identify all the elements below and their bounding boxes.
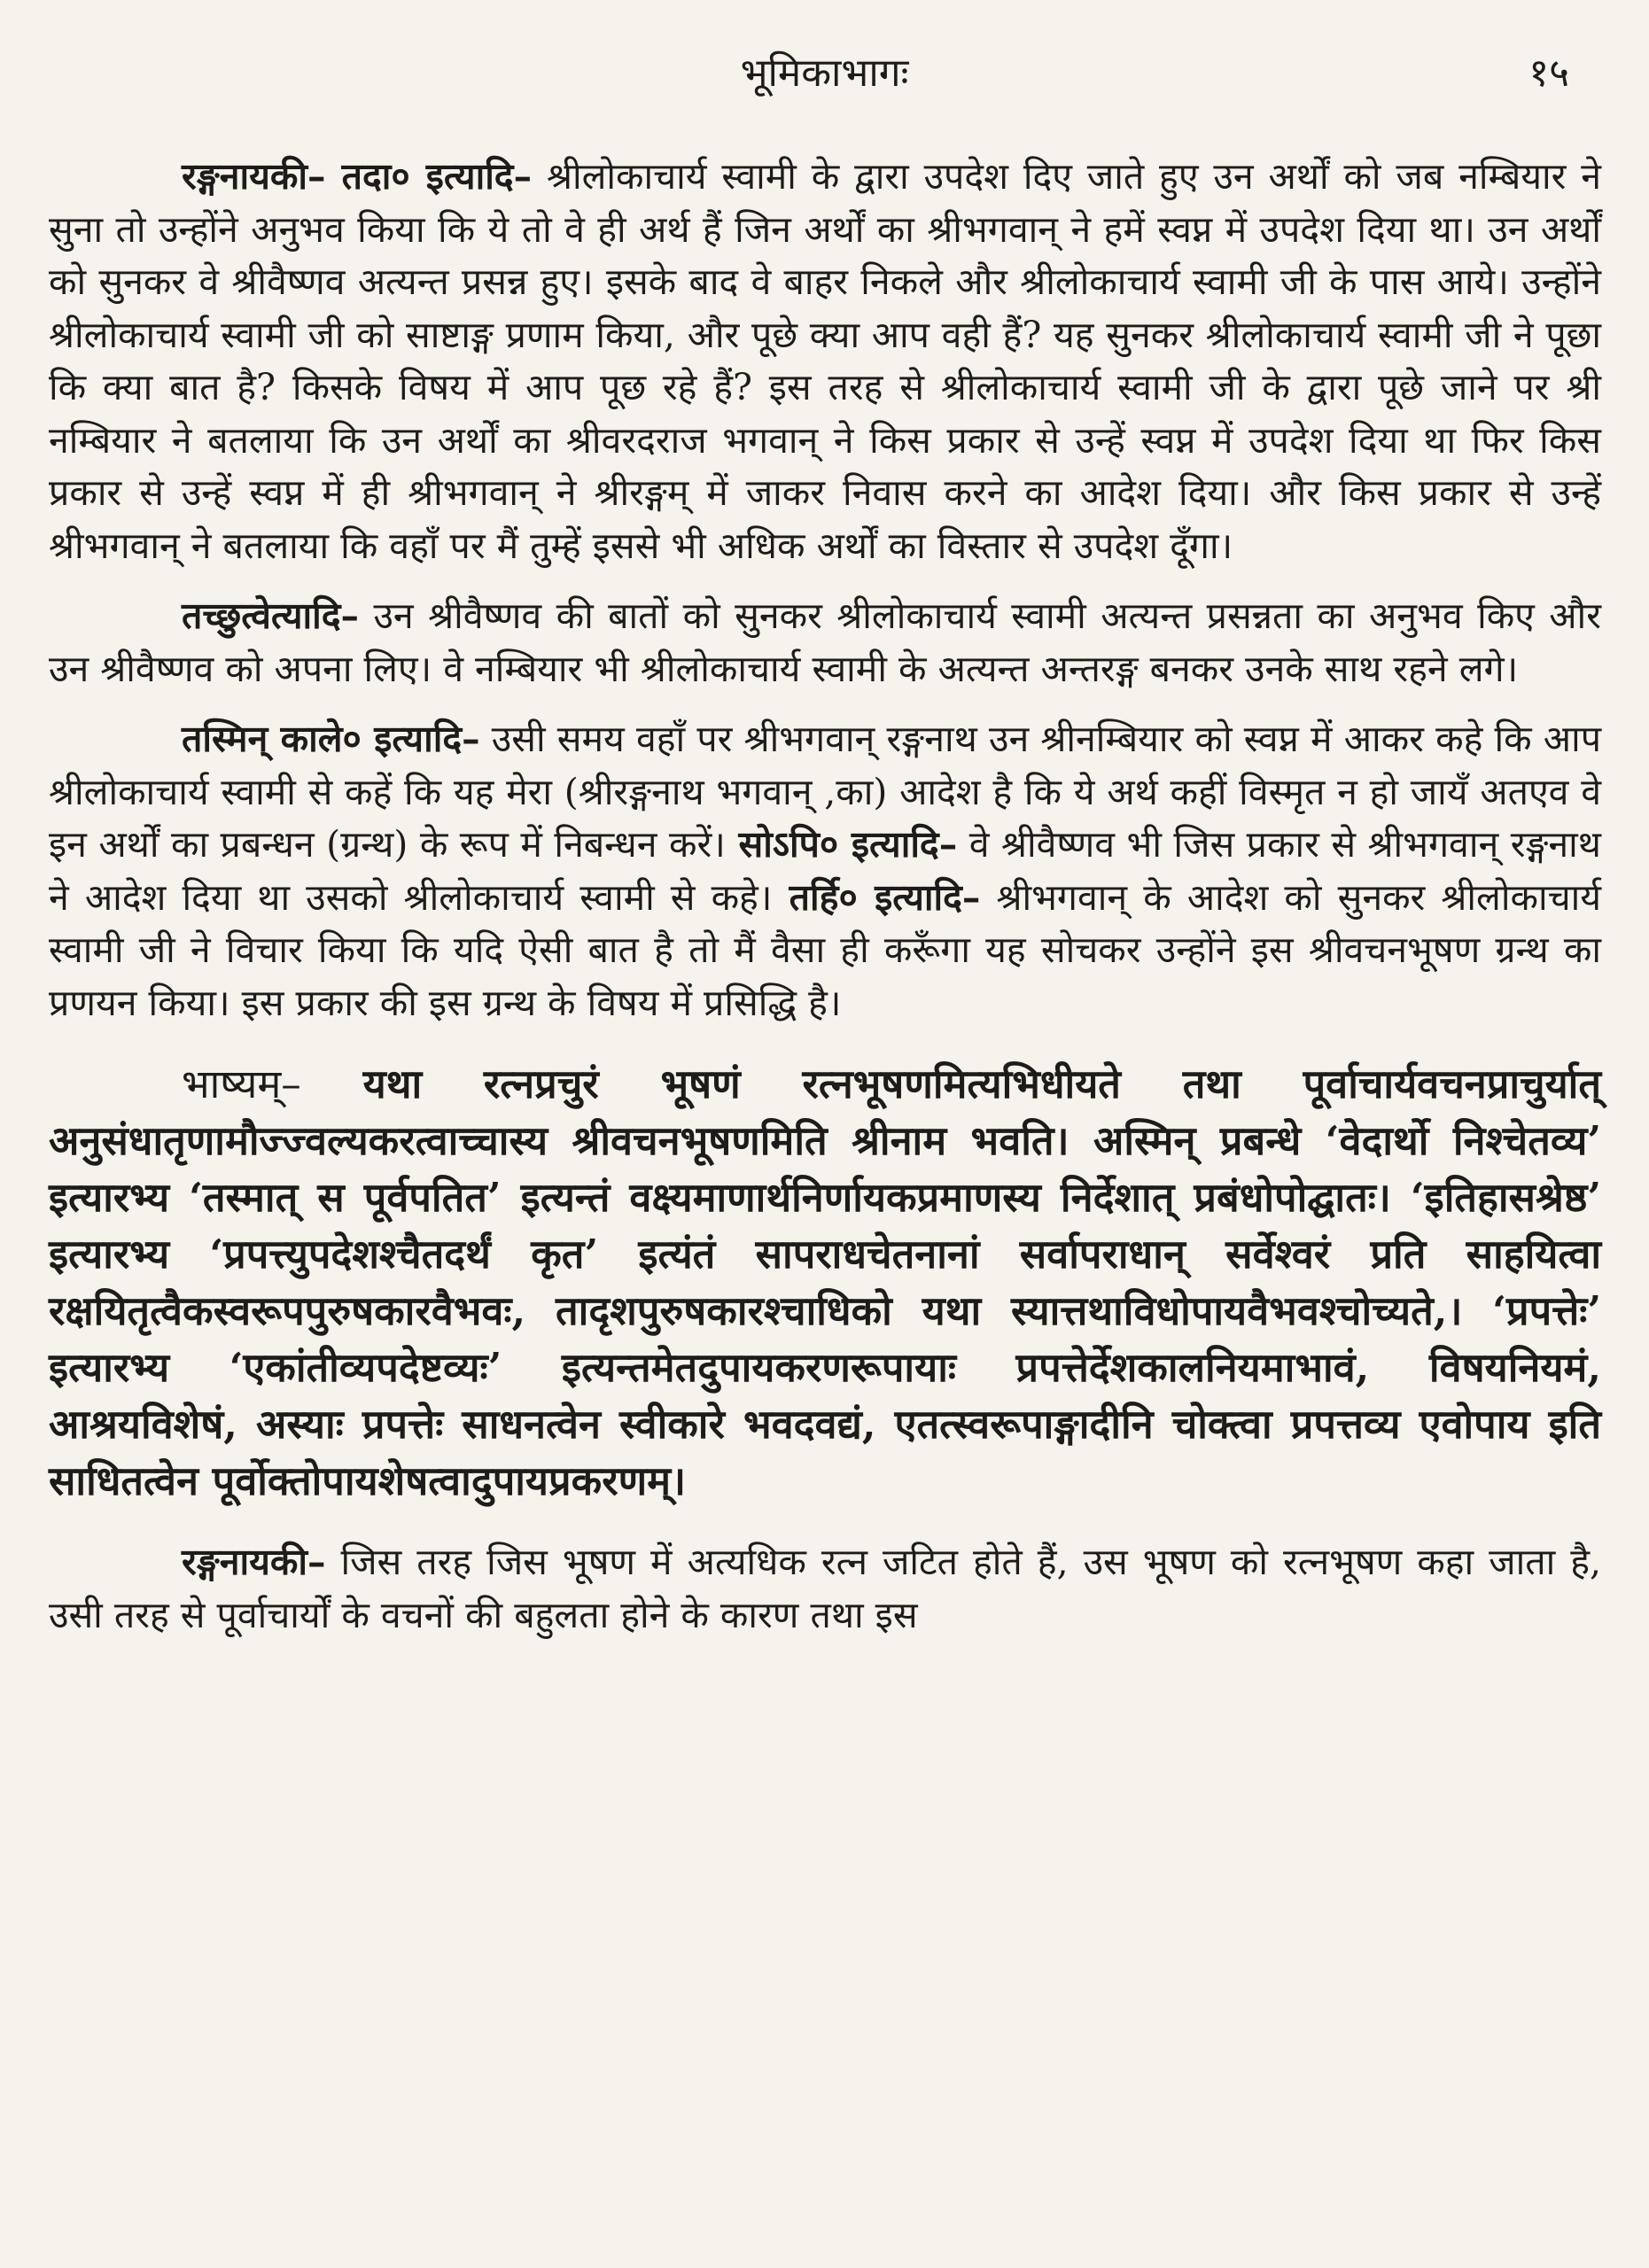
commentary-text: श्रीलोकाचार्य स्वामी के द्वारा उपदेश दिए जाते हुए उन अर्थों को जब नम्बियार ने सुना तो उन्होंने अनुभव किया कि ये तो वे ही अर्थ हैं जिन अर्थों का श्रीभगवान् ने हमें स्वप्न में उपदेश दिया था। उन अर्थों को सुनकर वे श्रीवैष्णव अत्यन्त प्रसन्न हुए। इसके बाद वे बाहर निकले और श्रीलोकाचार्य स्वामी जी के पास आये। उन्होंने श्रीलोकाचार्य स्वामी जी को साष्टाङ्ग प्रणाम किया, और पूछे क्या आप वही हैं? यह सुनकर श्रीलोकाचार्य स्वामी जी ने पूछा कि क्या बात है? किसके विषय में आप पूछ रहे हैं? इस तरह से श्रीलोकाचार्य स्वामी जी के द्वारा पूछे जाने पर श्री नम्बियार ने बतलाया कि उन अर्थों का श्रीवरदराज भगवान् ने किस प्रकार से उन्हें स्वप्न में उपदेश दिया था फिर किस प्रकार से उन्हें स्वप्न में ही श्रीभगवान् ने श्रीरङ्गम् में जाकर निवास करने का आदेश दिया। और किस प्रकार से उन्हें श्रीभगवान् ने बतलाया कि वहाँ पर मैं तुम्हें इससे भी अधिक अर्थों का विस्तार से उपदेश दूँगा।: [49, 155, 1602, 567]
commentary-text: उसी समय वहाँ पर श्रीभगवान् रङ्गनाथ उन श्रीनम्बियार को स्वप्न में आकर कहे कि आप श्रीलोकाचार्य स्वामी से कहें कि यह मेरा (श्रीरङ्गनाथ भगवान् ,का) आदेश है कि ये अर्थ कहीं विस्मृत न हो जायँ अतएव वे इन अर्थों का प्रबन्धन (ग्रन्थ) के रूप में निबन्धन करें।: [49, 718, 1601, 866]
running-header: [0, 43, 1649, 105]
commentary-label: रङ्गनायकी– तदा० इत्यादि–: [182, 155, 533, 198]
section-title: भूमिकाभागः: [740, 50, 909, 96]
commentary-label: तस्मिन् काले० इत्यादि–: [182, 718, 480, 760]
commentary-label: सोऽपि० इत्यादि–: [725, 823, 958, 866]
commentary-text: जिस तरह जिस भूषण में अत्यधिक रत्न जटित होते हैं, उस भूषण को रत्नभूषण कहा जाता है, उसी तरह से पूर्वाचार्यों के वचनों की बहुलता होने के कारण तथा इस: [49, 1541, 1601, 1636]
bhashya-paragraph: [49, 1056, 1601, 1510]
commentary-paragraph-3: [49, 713, 1601, 1029]
bhashya-label: भाष्यम्–: [182, 1060, 301, 1107]
commentary-text: वे श्रीवैष्णव भी जिस प्रकार से श्रीभगवान् रङ्गनाथ ने आदेश दिया था उसको श्रीलोकाचार्य स्वामी से कहे।: [49, 823, 1601, 919]
page-number: १५: [1528, 50, 1569, 96]
bhashya-text: यथा रत्नप्रचुरं भूषणं रत्नभूषणमित्यभिधीयते तथा पूर्वाचार्यवचनप्राचुर्यात् अनुसंधातृणामौज्ज्वल्यकरत्वाच्चास्य श्रीवचनभूषणमिति श्रीनाम भवति। अस्मिन् प्रबन्धे ‘वेदार्थो निश्चेतव्य’ इत्यारभ्य ‘तस्मात् स पूर्वपतित’ इत्यन्तं वक्ष्यमाणार्थनिर्णायकप्रमाणस्य निर्देशात् प्रबंधोपोद्घातः। ‘इतिहासश्रेष्ठ’ इत्यारभ्य ‘प्रपत्त्युपदेशश्चैतदर्थं कृत’ इत्यंतं सापराधचेतनानां सर्वापराधान् सर्वेश्वरं प्रति साहयित्वा रक्षयितृत्वैकस्वरूपपुरुषकारवैभवः, तादृशपुरुषकारश्चाधिको यथा स्यात्तथाविधोपायवैभवश्चोच्यते,। ‘प्रपत्तेः’ इत्यारभ्य ‘एकांतीव्यपदेष्टव्यः’ इत्यन्तमेतदुपायकरणरूपायाः प्रपत्तेर्देशकालनियमाभावं, विषयनियमं, आश्रयविशेषं, अस्याः प्रपत्तेः साधनत्वेन स्वीकारे भवदवद्यं, एतत्स्वरूपाङ्गादीनि चोक्त्वा प्रपत्तव्य एवोपाय इति साधितत्वेन पूर्वोक्तोपायशेषत्वादुपायप्रकरणम्।: [49, 1060, 1601, 1504]
commentary-paragraph-2: [49, 590, 1601, 695]
page-body: [49, 151, 1601, 1659]
commentary-text: उन श्रीवैष्णव की बातों को सुनकर श्रीलोकाचार्य स्वामी अत्यन्त प्रसन्नता का अनुभव किए और उन श्रीवैष्णव को अपना लिए। वे नम्बियार भी श्रीलोकाचार्य स्वामी के अत्यन्त अन्तरङ्ग बनकर उनके साथ रहने लगे।: [49, 594, 1601, 690]
commentary-label: तर्हि० इत्यादि–: [772, 875, 981, 919]
commentary-label: तच्छुत्वेत्यादि–: [182, 594, 360, 637]
commentary-paragraph-1: [49, 151, 1601, 572]
commentary-label: रङ्गनायकी–: [182, 1541, 326, 1583]
commentary-text: श्रीभगवान् के आदेश को सुनकर श्रीलोकाचार्य स्वामी जी ने विचार किया कि यदि ऐसी बात है तो मैं वैसा ही करूँगा यह सोचकर उन्होंने इस श्रीवचनभूषण ग्रन्थ का प्रणयन किया। इस प्रकार की इस ग्रन्थ के विषय में प्रसिद्धि है।: [49, 875, 1602, 1024]
closing-paragraph: [49, 1536, 1601, 1642]
